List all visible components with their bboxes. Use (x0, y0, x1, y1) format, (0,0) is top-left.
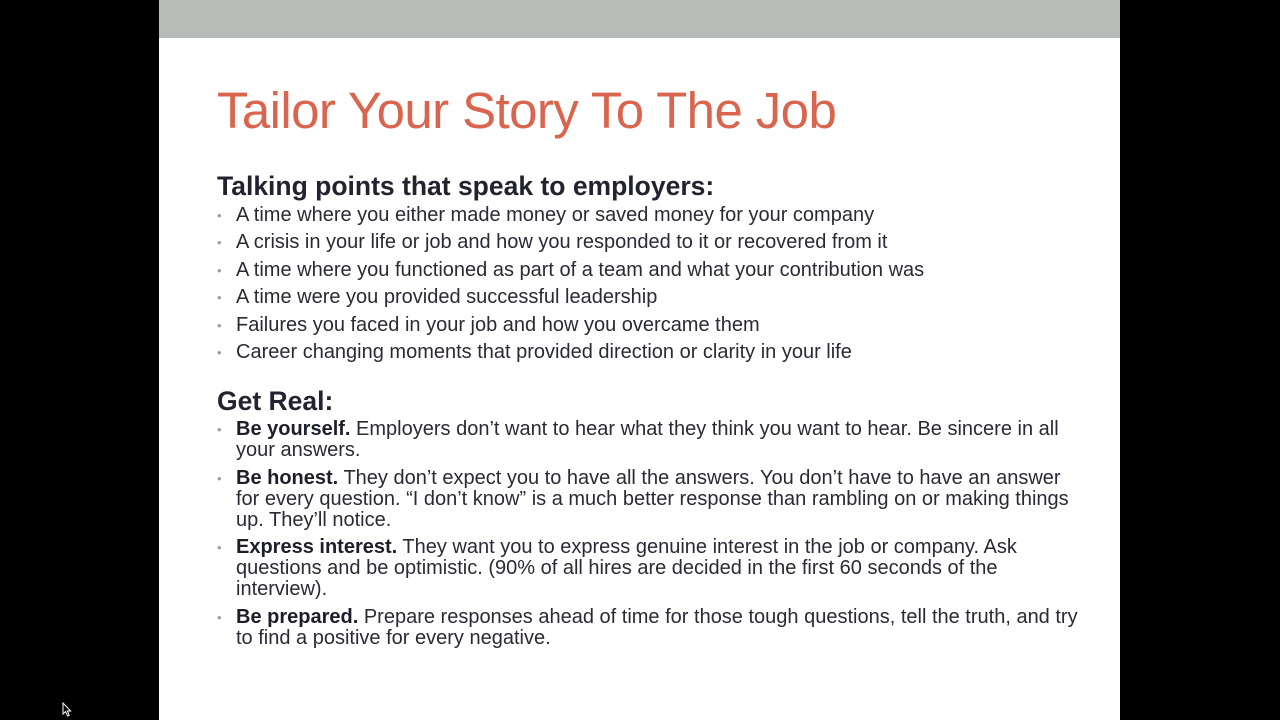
talking-point-item: • A crisis in your life or job and how you responded to it or recovered from it (217, 229, 1087, 256)
tip-text: They don’t expect you to have all the answers. You don’t have to have an answer for every question. “I don’t know” is a much better response than rambling on or making things up. They’ll notice. (236, 466, 1069, 531)
get-real-item (217, 607, 1081, 649)
tip-lead: Express interest. (236, 536, 398, 559)
slide-body (217, 170, 1087, 655)
get-real-item (217, 537, 1081, 600)
tip-lead: Be honest. (236, 466, 339, 489)
tip-text: They want you to express genuine interest in the job or company. Ask questions and be optimistic. (90% of all hires are decided in the first 60 seconds of the interview). (236, 536, 1017, 601)
get-real-heading: Get Real: (217, 386, 334, 417)
talking-points-heading: Talking points that speak to employers: (217, 171, 715, 201)
get-real-item (217, 419, 1081, 461)
talking-point-item: • A time where you either made money or saved money for your company (217, 202, 1087, 229)
slide-header-bar (159, 0, 1120, 38)
tip-lead: Be yourself. (236, 418, 351, 441)
mouse-pointer-icon (62, 702, 72, 718)
talking-point-item: • Career changing moments that provided direction or clarity in your life (217, 339, 1087, 366)
talking-point-item: • A time were you provided successful leadership (217, 284, 1087, 311)
talking-points-list (217, 202, 1087, 366)
talking-point-item: • A time where you functioned as part of a team and what your contribution was (217, 257, 1087, 284)
get-real-list (217, 419, 1087, 649)
slide-title: Tailor Your Story To The Job (217, 82, 837, 139)
tip-lead: Be prepared. (236, 605, 359, 628)
talking-point-item: • Failures you faced in your job and how you overcame them (217, 312, 1087, 339)
get-real-item (217, 468, 1081, 531)
tip-text: Employers don’t want to hear what they think you want to hear. Be sincere in all your answers. (236, 418, 1059, 462)
presentation-slide (159, 0, 1120, 720)
tip-text: Prepare responses ahead of time for those tough questions, tell the truth, and try to find a positive for every negative. (236, 605, 1078, 649)
